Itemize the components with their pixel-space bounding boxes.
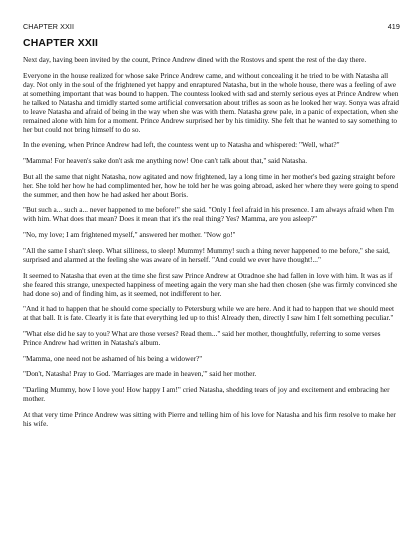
chapter-title: CHAPTER XXII (23, 38, 99, 49)
paragraph: "And it had to happen that he should come specially to Petersburg while we are here. And it had to happen that we should meet at that ball. It is fate. Clearly it is fate that everything led up to this! Already then, directly I saw him I felt something peculiar." (23, 304, 395, 323)
paragraph: In the evening, when Prince Andrew had left, the countess went up to Natasha and whispered: "Well, what?" (23, 140, 340, 150)
paragraph: "Mamma, one need not be ashamed of his being a widower?" (23, 353, 203, 363)
paragraph: "Mamma! For heaven's sake don't ask me anything now! One can't talk about that," said Natasha. (23, 156, 308, 166)
paragraph: It seemed to Natasha that even at the time she first saw Prince Andrew at Otradnoe she had fallen in love with him. It was as if she feared this strange, unexpected happiness of meeting again the very man she had then chosen (she was firmly convinced she had done so) and of finding him, as it seemed, not indifferent to her. (23, 270, 398, 298)
chapter-body (23, 55, 400, 428)
page-number: 419 (387, 22, 400, 31)
paragraph: "But such a... such a... never happened to me before!" she said. "Only I feel afraid in his presence. I am always afraid when I'm with him. What does that mean? Does it mean that it's the real thing? Yes? Mamma, are you asleep?" (23, 205, 394, 224)
running-header (23, 22, 400, 32)
paragraph: Everyone in the house realized for whose sake Prince Andrew came, and without concealing it he tried to be with Natasha all day. Not only in the soul of the frightened yet happy and enraptured Natasha, but in the whole house, there was a feeling of awe at something important that was bound to happen. The countess looked with sad and sternly serious eyes at Prince Andrew when he talked to Natasha and timidly started some artificial conversation about trifles as soon as he looked her way. Sonya was afraid to leave Natasha and afraid of being in the way when she was with them. Natasha grew pale, in a panic of expectation, when she remained alone with him for a moment. Prince Andrew surprised her by his timidity. She felt that he wanted to say something to her but could not bring himself to do so. (23, 70, 400, 134)
paragraph: "Darling Mummy, how I love you! How happy I am!" cried Natasha, shedding tears of joy and excitement and embracing her mother. (23, 384, 390, 403)
paragraph: "What else did he say to you? What are those verses? Read them..." said her mother, thoughtfully, referring to some verses Prince Andrew had written in Natasha's album. (23, 328, 381, 347)
paragraph: At that very time Prince Andrew was sitting with Pierre and telling him of his love for Natasha and his firm resolve to make her his wife. (23, 409, 396, 428)
paragraph: "No, my love; I am frightened myself," answered her mother. "Now go!" (23, 230, 236, 240)
paragraph: "All the same I shan't sleep. What silliness, to sleep! Mummy! Mummy! such a thing never happened to me before," she said, surprised and alarmed at the feeling she was aware of in herself. "And could we ever have thought!..." (23, 245, 390, 264)
running-title: CHAPTER XXII (23, 22, 75, 31)
paragraph: Next day, having been invited by the count, Prince Andrew dined with the Rostovs and spent the rest of the day there. (23, 55, 367, 64)
paragraph: But all the same that night Natasha, now agitated and now frightened, lay a long time in her mother's bed gazing straight before her. She told her how he had complimented her, how he told her he was going abroad, asked her where they were going to spend the summer, and then how he had asked her about Boris. (23, 171, 399, 199)
paragraph: "Don't, Natasha! Pray to God. 'Marriages are made in heaven,'" said her mother. (23, 369, 257, 379)
